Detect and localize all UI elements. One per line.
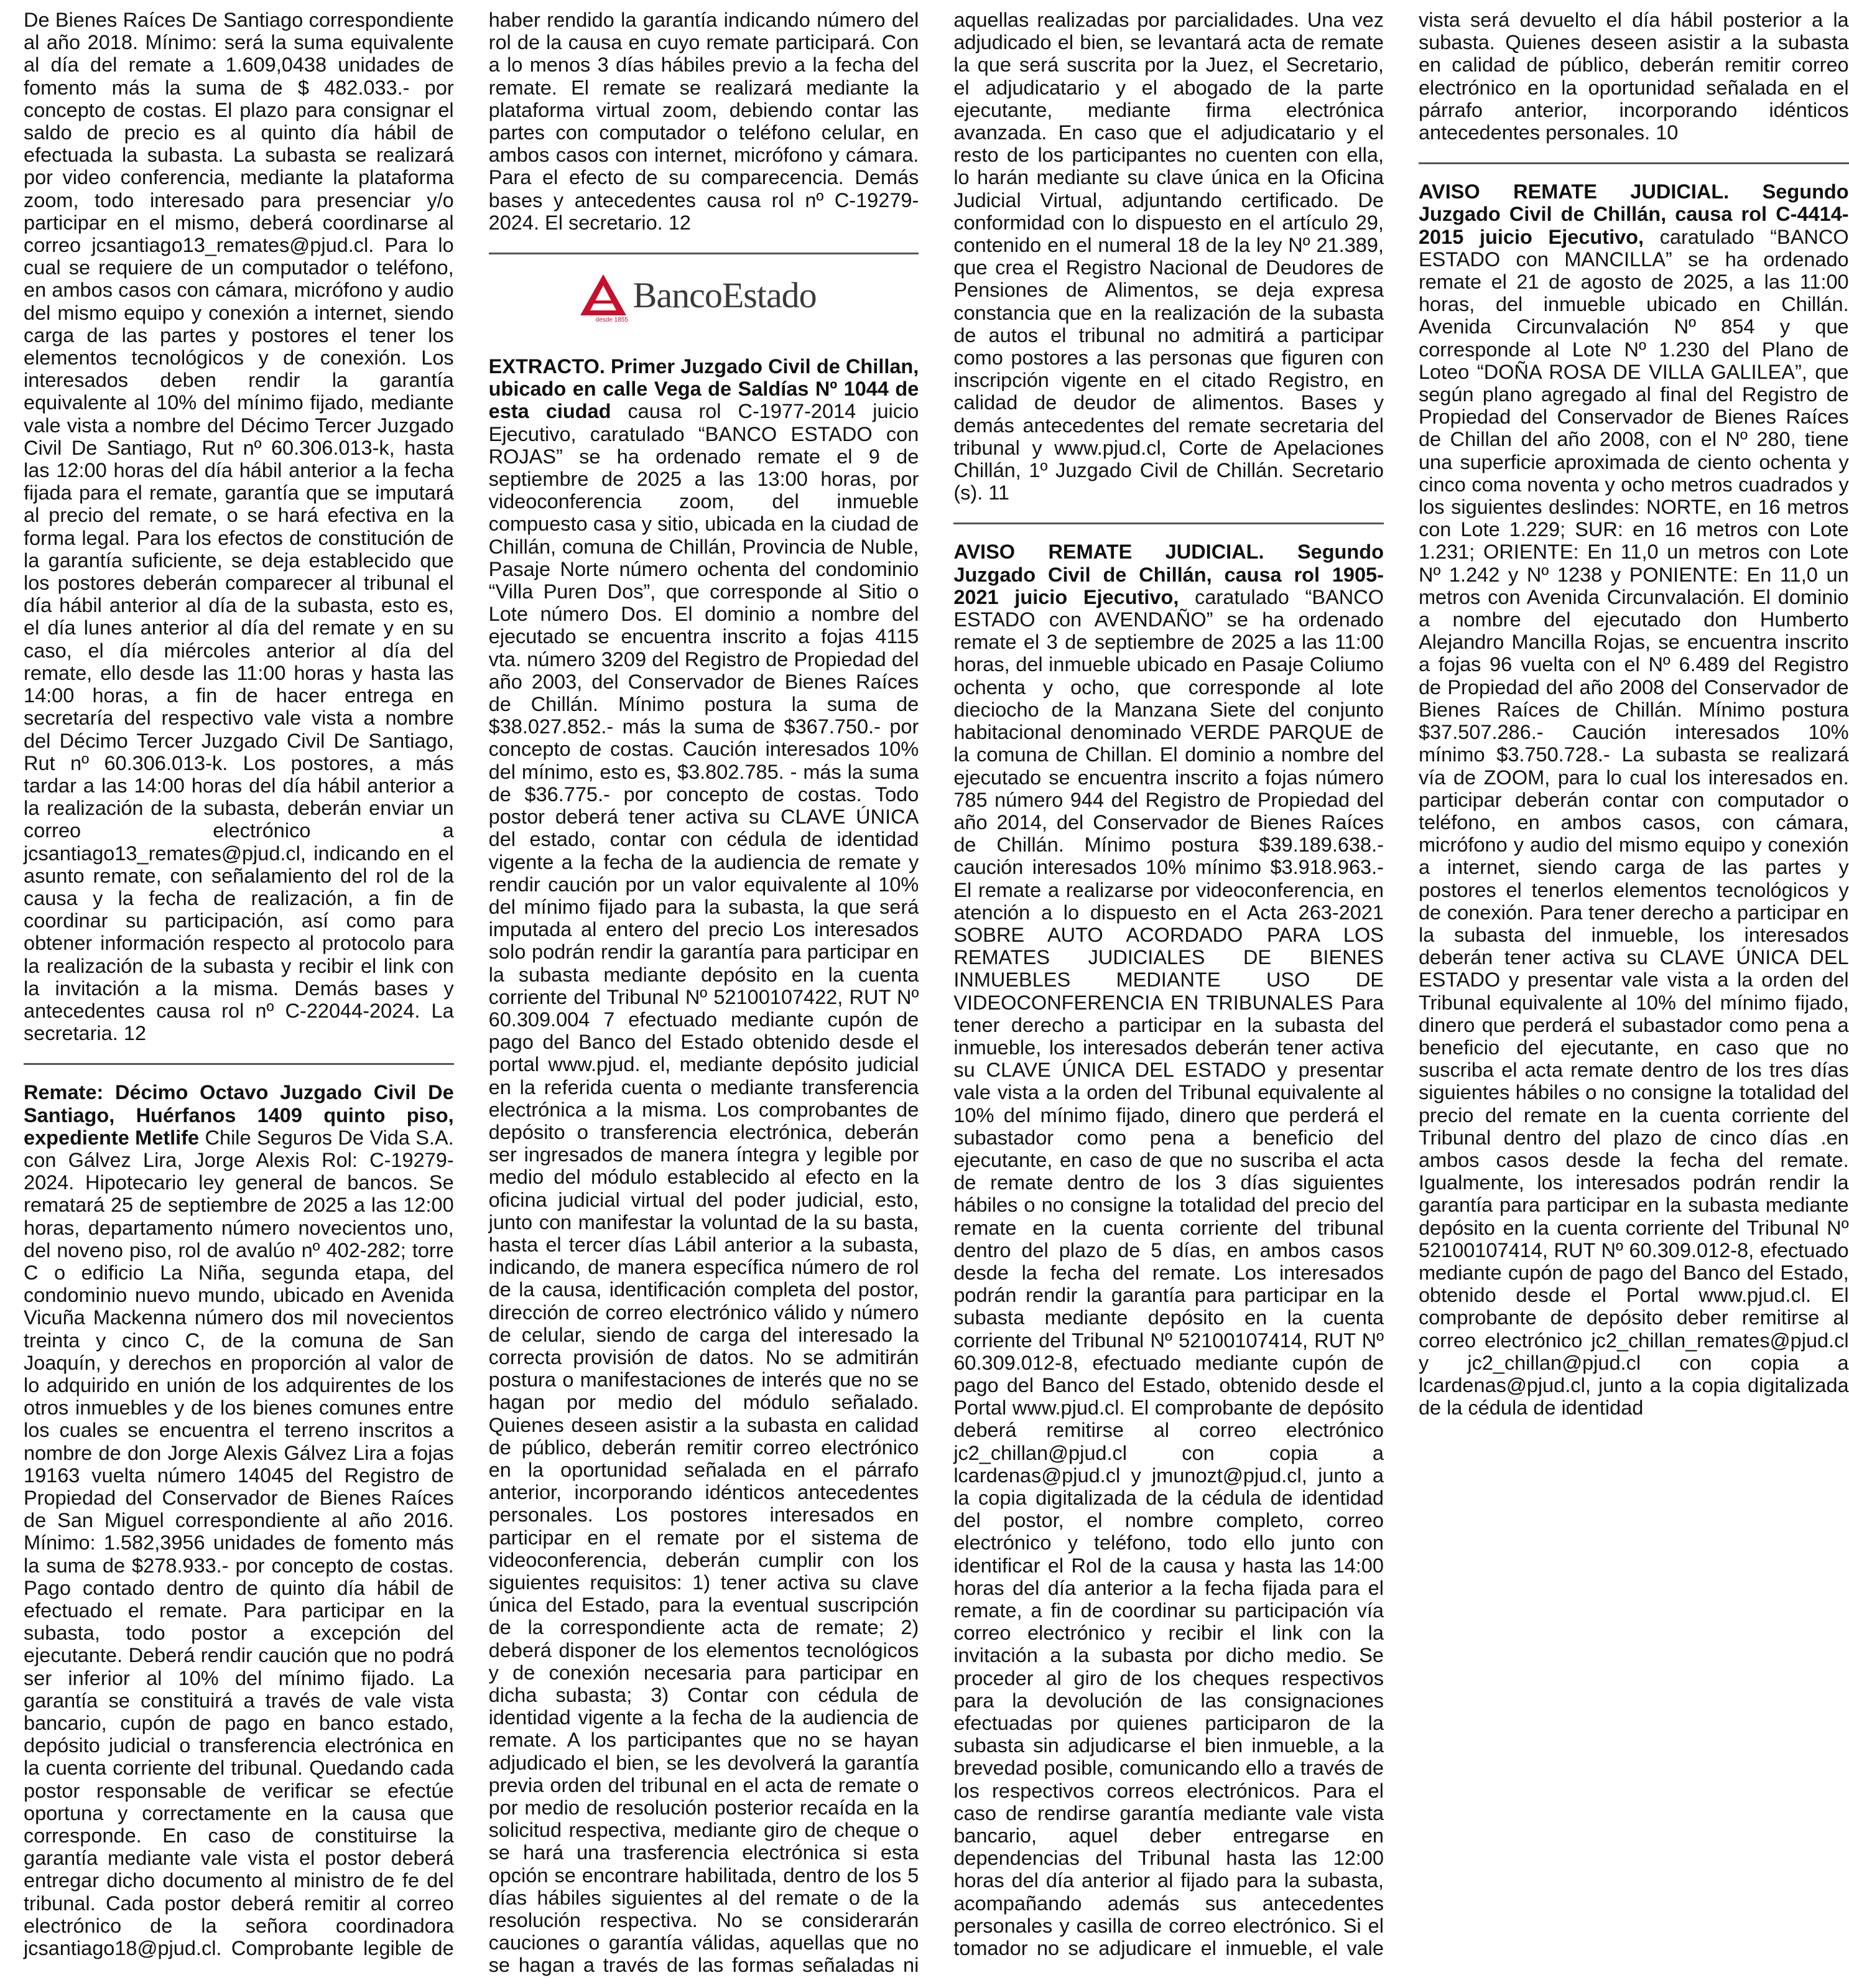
notice-continuation-santiago-13	[24, 9, 454, 1044]
notice-divider	[1419, 162, 1849, 164]
notice-heading: AVISO REMATE JUDICIAL. Segundo Juzgado Civil de Chillán, causa rol C-4414-2015 juicio Ejecutivo,	[1418, 180, 1849, 248]
notice-body: caratulado “BANCO ESTADO con AVENDAÑO” se ha ordenado remate el 3 de septiembre de 2025 a las 11:00 horas, del inmueble ubicado en Pasaje Coliumo ochenta y ocho, que corresponde al lote dieciocho de la Manzana Siete del conjunto habitacional denominado VERDE PARQUE de la comuna de Chillan. El dominio a nombre del ejecutado se encuentra inscrito a fojas número 785 número 944 del Registro de Propiedad del año 2014, del Conservador de Bienes Raíces de Chillán. Mínimo postura $39.189.638.- caución interesados 10% mínimo $3.918.963.- El remate a realizarse por videoconferencia, en atención a lo dispuesto en el Acta 263-2021 SOBRE AUTO ACORDADO PARA LOS REMATES JUDICIALES DE BIENES INMUEBLES MEDIANTE USO DE VIDEOCONFERENCIA EN TRIBUNALES Para tener derecho a participar en la subasta del inmueble, los interesados deberán tener activa su CLAVE ÚNICA DEL ESTADO y presentar vale vista a la orden del Tribunal equivalente al 10% del mínimo fijado, dinero que perderá el subastador como pena a beneficio del ejecutante, en caso de que no suscriba el acta de remate dentro de los 3 días siguientes hábiles o no consigne la totalidad del precio del remate en la cuenta corriente del tribunal dentro del plazo de 5 días, en ambos casos desde la fecha del remate. Los interesados podrán rendir la garantía para participar en la subasta mediante depósito en la cuenta corriente del Tribunal Nº 52100107414, RUT Nº 60.309.012-8, efectuado mediante cupón de pago del Banco del Estado, obtenido desde el Portal www.pjud.cl. El comprobante de depósito deberá remitirse al correo electrónico jc2_chillan@pjud.cl con copia a lcardenas@pjud.cl y jmunozt@pjud.cl, junto a la copia digitalizada de la cédula de identidad del postor, el nombre completo, correo electrónico y teléfono, todo ello junto con identificar el Rol de la causa y hasta las 14:00 horas del día anterior a la fecha fijada para el remate, a fin de coordinar su participación vía correo electrónico y recibir el link con la invitación a la subasta por dicho medio. Se proceder al giro de los cheques respectivos para la devolución de las consignaciones efectuadas por quienes participaron de la subasta sin adjudicarse el bien inmueble, a la brevedad posible, comunicando ello a través de los respectivos correos electrónicos. Para el caso de rendirse garantía mediante vale vista bancario, aquel deber entregarse en dependencias del Tribunal hasta las 12:00 horas del día anterior al fijado para la subasta, acompañando además sus antecedentes personales y casilla de correo electrónico. Si el tomador no se adjudicare el inmueble, el vale vista será devuelto el día hábil posterior a la subasta. Quienes deseen asistir a la subasta en calidad de público, deberán remitir correo electrónico en la oportunidad señalada en el párrafo anterior, incorporando idénticos antecedentes personales. 10	[953, 9, 1849, 1960]
bancoestado-logo	[489, 271, 919, 328]
bancoestado-emblem-icon	[579, 273, 628, 317]
notice-aviso-remate-4414-2015	[1419, 180, 1849, 1419]
bancoestado-logo-tagline: desde 1855	[595, 317, 628, 324]
notice-heading: EXTRACTO. Primer Juzgado Civil de Chillan, ubicado en calle Vega de Saldías Nº 1044 de esta ciudad	[488, 355, 919, 423]
notice-body: causa rol C-1977-2014 juicio Ejecutivo, caratulado “BANCO ESTADO con ROJAS” se ha ordenado remate el 9 de septiembre de 2025 a las 13:00 horas, por videoconferencia zoom, del inmueble compuesto casa y sitio, ubicada en la ciudad de Chillán, comuna de Chillán, Provincia de Nuble, Pasaje Norte número ochenta del condominio “Villa Puren Dos”, que corresponde al Sitio o Lote número Dos. El dominio a nombre del ejecutado se encuentra inscrito a fojas 4115 vta. número 3209 del Registro de Propiedad del año 2003, del Conservador de Bienes Raíces de Chillán. Mínimo postura la suma de $38.027.852.- más la suma de $367.750.- por concepto de costas. Caución interesados 10% del mínimo, esto es, $3.802.785. - más la suma de $36.775.- por concepto de costas. Todo postor deberá tener activa su CLAVE ÚNICA del estado, contar con cédula de identidad vigente a la fecha de la audiencia de remate y rendir caución por un valor equivalente al 10% del mínimo fijado para la subasta, la que será imputada al entero del precio Los interesados solo podrán rendir la garantía para participar en la subasta mediante depósito en la cuenta corriente del Tribunal Nº 52100107422, RUT Nº 60.309.004 7 efectuado mediante cupón de pago del Banco del Estado obtenido desde el portal www.pjud. el, mediante depósito judicial en la referida cuenta o mediante transferencia electrónica a la misma. Los comprobantes de depósito o transferencia electrónica, deberán ser ingresados de manera íntegra y legible por medio del módulo establecido al efecto en la oficina judicial virtual del poder judicial, esto, junto con manifestar la voluntad de la su basta, hasta el tercer días Lábil anterior a la subasta, indicando, de manera específica número de rol de la causa, identificación completa del postor, dirección de correo electrónico válido y número de celular, siendo de carga del interesado la correcta provisión de datos. No se admitirán postura o manifestaciones de interés que no se hagan por medio del módulo señalado. Quienes deseen asistir a la subasta en calidad de público, deberán remitir correo electrónico en la oportunidad señalada en el párrafo anterior, incorporando idénticos antecedentes personales. Los postores interesados en participar en el remate por el sistema de videoconferencia, deberán cumplir con los siguientes requisitos: 1) tener activa su clave única del Estado, para la eventual suscripción de la correspondiente acta de remate; 2) deberá disponer de los elementos tecnológicos y de conexión necesaria para participar en dicha subasta; 3) Contar con cédula de identidad vigente a la fecha de la audiencia de remate. A los participantes que no se hayan adjudicado el bien, se les devolverá la garantía previa orden del tribunal en el acta de remate o por medio de resolución posterior recaída en la solicitud respectiva, mediante giro de cheque o se hará una trasferencia electrónica si esta opción se encontrare habilitada, dentro de los 5 días hábiles siguientes al del remate o de la resolución respectiva. No se considerarán cauciones o garantía válidas, aquellas que no se hagan a través de las formas señaladas ni aquellas realizadas por parcialidades. Una vez adjudicado el bien, se levantará acta de remate la que será suscrita por la Juez, el Secretario, el adjudicatario y el abogado de la parte ejecutante, mediante firma electrónica avanzada. En caso que el adjudicatario y el resto de los participantes no cuenten con ella, lo harán mediante su clave única en la Oficina Judicial Virtual, adjuntando certificado. De conformidad con lo dispuesto en el artículo 29, contenido en el numeral 18 de la ley Nº 21.389, que crea el Registro Nacional de Deudores de Pensiones de Alimentos, se deja expresa constancia que en la realización de la subasta de autos el tribunal no admitirá a participar como postores a las personas que figuren con inscripción vigente en el citado Registro, en calidad de deudor de alimentos. Bases y demás antecedentes del remate secretaria del tribunal y www.pjud.cl, Corte de Apelaciones Chillán, 1º Juzgado Civil de Chillán. Secretario (s). 11	[488, 9, 1384, 1977]
bancoestado-logo-text: BancoEstado	[633, 275, 817, 316]
notice-body: Chile Seguros De Vida S.A. con Gálvez Lira, Jorge Alexis Rol: C-19279-2024. Hipotecario ley general de bancos. Se rematará 25 de septiembre de 2025 a las 12:00 horas, departamento número novecientos uno, del noveno piso, rol de avalúo nº 402-282; torre C o edificio La Niña, segunda etapa, del condominio nuevo mundo, ubicado en Avenida Vicuña Mackenna número dos mil novecientos treinta y cinco C, de la comuna de San Joaquín, y derechos en proporción al valor de lo adquirido en unión de los adquirentes de los otros inmuebles y de los bienes comunes entre los cuales se encuentra el terreno inscritos a nombre de don Jorge Alexis Gálvez Lira a fojas 19163 vuelta número 14045 del Registro de Propiedad del Conservador de Bienes Raíces de San Miguel correspondiente al año 2016. Mínimo: 1.582,3956 unidades de fomento más la suma de $278.933.- por concepto de costas. Pago contado dentro de quinto día hábil de efectuado el remate. Para participar en la subasta, todo postor a excepción del ejecutante. Deberá rendir caución que no podrá ser inferior al 10% del mínimo fijado. La garantía se constituirá a través de vale vista bancario, cupón de pago en banco estado, depósito judicial o transferencia electrónica en la cuenta corriente del tribunal. Quedando cada postor responsable de verificar se efectúe oportuna y correctamente en la causa que corresponde. En caso de constituirse la garantía mediante vale vista el postor deberá entregar dicho documento al ministro de fe del tribunal. Cada postor deberá remitir al correo electrónico de la señora coordinadora jcsantiago18@pjud.cl. Comprobante legible de haber rendido la garantía indicando número del rol de la causa en cuyo remate participará. Con a lo menos 3 días hábiles previo a la fecha del remate. El remate se realizará mediante la plataforma virtual zoom, debiendo contar las partes con computador o teléfono celular, en ambos casos con internet, micrófono y cámara. Para el efecto de su comparecencia. Demás bases y antecedentes causa rol nº C-19279-2024. El secretario. 12	[24, 9, 919, 1960]
classified-notices-page	[24, 9, 1849, 1981]
notice-text	[1419, 180, 1849, 1419]
notice-divider	[24, 1063, 454, 1065]
notice-body: caratulado “BANCO ESTADO con MANCILLA” se ha ordenado remate el 21 de agosto de 2025, a las 11:00 horas, del inmueble ubicado en Chillán. Avenida Circunvalación Nº 854 y que corresponde al Lote Nº 1.230 del Plano de Loteo “DOÑA ROSA DE VILLA GALILEA”, que según plano agregado al final del Registro de Propiedad del Conservador de Bienes Raíces de Chillan del año 2008, con el Nº 280, tiene una superficie aproximada de ciento ochenta y cinco coma noventa y ocho metros cuadrados y los siguientes deslindes: NORTE, en 16 metros con Lote 1.229; SUR: en 16 metros con Lote 1.231; ORIENTE: En 11,0 un metros con Lote Nº 1.242 y Nº 1238 y PONIENTE: En 11,0 un metros con Avenida Circunvalación. El dominio a nombre del ejecutado don Humberto Alejandro Mancilla Rojas, se encuentra inscrito a fojas 96 vuelta con el Nº 6.489 del Registro de Propiedad del año 2008 del Conservador de Bienes Raíces de Chillán. Mínimo postura $37.507.286.- Caución interesados 10% mínimo $3.750.728.- La subasta se realizará vía de ZOOM, para lo cual los interesados en. participar deberán contar con computador o teléfono, en ambos casos, con cámara, micrófono y audio del mismo equipo y conexión a internet, siendo carga de las partes y postores el tenerlos elementos tecnológicos y de conexión. Para tener derecho a participar en la subasta del inmueble, los interesados deberán tener activa su CLAVE ÚNICA DEL ESTADO y presentar vale vista a la orden del Tribunal equivalente al 10% del mínimo fijado, dinero que perderá el subastador como pena a beneficio del ejecutante, en caso que no suscriba el acta remate dentro de los tres días siguientes hábiles o no consigne la totalidad del precio del remate en la cuenta corriente del Tribunal dentro del plazo de cinco días .en ambos casos desde la fecha del remate. Igualmente, los interesados podrán rendir la garantía para participar en la subasta mediante depósito en la cuenta corriente del Tribunal Nº 52100107414, RUT Nº 60.309.012-8, efectuado mediante cupón de pago del Banco del Estado, obtenido desde el Portal www.pjud.cl. El comprobante de depósito deber remitirse al correo electrónico jc2_chillan_remates@pjud.cl y jc2_chillan@pjud.cl con copia a lcardenas@pjud.cl, junto a la copia digitalizada de la cédula de identidad	[1418, 225, 1849, 1419]
notice-body: De Bienes Raíces De Santiago correspondiente al año 2018. Mínimo: será la suma equivalente al día del remate a 1.609,0438 unidades de fomento más la suma de $ 482.033.- por concepto de costas. El plazo para consignar el saldo de precio es al quinto día hábil de efectuada la subasta. La subasta se realizará por video conferencia, mediante la plataforma zoom, todo interesado para presenciar y/o participar en el mismo, deberá coordinarse al correo jcsantiago13_remates@pjud.cl. Para lo cual se requiere de un computador o teléfono, en ambos casos con cámara, micrófono y audio del mismo equipo y conexión a internet, siendo carga de las partes y postores el tener los elementos tecnológicos y de conexión. Los interesados deben rendir la garantía equivalente al 10% del mínimo fijado, mediante vale vista a nombre del Décimo Tercer Juzgado Civil De Santiago, Rut nº 60.306.013-k, hasta las 12:00 horas del día hábil anterior a la fecha fijada para el remate, garantía que se imputará al precio del remate, o se hará efectiva en la forma legal. Para los efectos de constitución de la garantía suficiente, se deja establecido que los postores deberán comparecer al tribunal el día hábil anterior al día de la subasta, esto es, el día lunes anterior al día del remate y en su caso, el día miércoles anterior al día del remate, ello desde las 11:00 horas y hasta las 14:00 horas, a fin de hacer entrega en secretaría del respectivo vale vista a nombre del Décimo Tercer Juzgado Civil De Santiago, Rut nº 60.306.013-k. Los postores, a más tardar a las 14:00 horas del día hábil anterior a la realización de la subasta, deberán enviar un correo electrónico a jcsantiago13_remates@pjud.cl, indicando en el asunto remate, con señalamiento del rol de la causa y la fecha de realización, a fin de coordinar su participación, así como para obtener información respecto al protocolo para la realización de la subasta y recibir el link con la invitación a la misma. Demás bases y antecedentes causa rol nº C-22044-2024. La secretaria. 12	[24, 9, 454, 1045]
notice-heading: Remate: Décimo Octavo Juzgado Civil De Santiago, Huérfanos 1409 quinto piso, expediente Metlife	[24, 1081, 454, 1149]
notice-heading: AVISO REMATE JUDICIAL. Segundo Juzgado Civil de Chillán, causa rol 1905-2021 juicio Ejecutivo,	[953, 541, 1384, 608]
notice-divider	[953, 523, 1384, 524]
notice-divider	[489, 253, 919, 254]
notice-text	[24, 9, 454, 1044]
